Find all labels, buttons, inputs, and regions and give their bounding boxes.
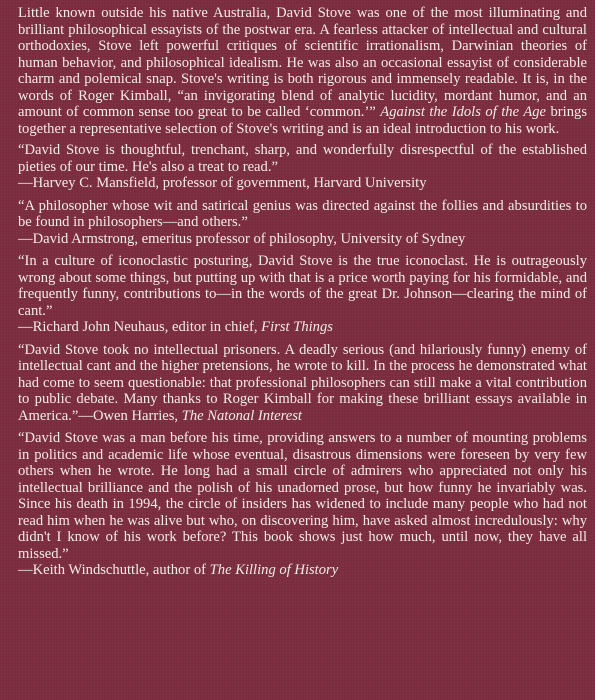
quote-attribution xyxy=(18,319,587,336)
attribution-publication: The Natonal Interest xyxy=(181,407,302,424)
quote-text xyxy=(18,342,587,425)
quote-text: “David Stove is thoughtful, trenchant, sharp, and wonderfully disrespectful of the established pieties of our time. He's also a treat to read.” xyxy=(18,142,587,175)
attribution-text: —Richard John Neuhaus, editor in chief, xyxy=(18,319,262,335)
intro-text-part2: brings together a representative selection of Stove's writing and is an ideal introduction to his work. xyxy=(18,104,587,137)
quote-armstrong xyxy=(18,198,587,248)
quote-harries xyxy=(18,342,587,425)
book-title: Against the Idols of the Age xyxy=(380,104,547,120)
intro-text-part1: Little known outside his native Australia, David Stove was one of the most illuminating and brilliant philosophical essayists of the postwar era. A fearless attacker of intellectual and cultural orthodoxies, Stove left powerful critiques of scientific irrationalism, Darwinian theories of human behavior, and philosophical idealism. He was also an occasional essayist of considerable charm and polemical snap. Stove's writing is both rigorous and immensely readable. It is, in the words of Roger Kimball, “an invigorating blend of analytic lucidity, mordant humor, and an amount of common sense too great to be called ‘common.’” xyxy=(18,5,587,120)
attribution-text: —David Armstrong, emeritus professor of philosophy, University of Sydney xyxy=(18,230,466,247)
quote-text: “A philosopher whose wit and satirical genius was directed against the follies and absurdities to be found in philosophers—and others.” xyxy=(18,197,587,230)
quote-body: “David Stove took no intellectual prisoners. A deadly serious (and hilariously funny) enemy of intellectual cant and the higher pretensions, he wrote to kill. In the process he demonstrated what had come to seem questionable: that professional philosophers can still make a vital contribution to public debate. Many thanks to Roger Kimball for making these brilliant essays available in America.”—Owen Harries, xyxy=(18,341,587,424)
quote-neuhaus xyxy=(18,253,587,336)
quote-windschuttle xyxy=(18,430,587,579)
attribution-text: —Keith Windschuttle, author of xyxy=(18,562,210,578)
quote-text: “In a culture of iconoclastic posturing, David Stove is the true iconoclast. He is outrageously wrong about some things, but putting up with that is a price worth paying for his formidable, and frequently funny, contributions to—in the words of the great Dr. Johnson—clearing the mind of cant.” xyxy=(18,253,587,319)
quote-mansfield xyxy=(18,142,587,192)
quote-text: “David Stove was a man before his time, providing answers to a number of mounting problems in politics and academic life whose eventual, disastrous dimensions were foreseen by very few others when he wrote. He long had a small circle of admirers who appreciated not only his intellectual brilliance and the polish of his unadorned prose, but how funny he invariably was. Since his death in 1994, the circle of insiders has widened to include many people who had not read him when he was alive but who, on discovering him, have asked almost incredulously: why didn't I know of his work before? This book shows just how much, until now, they have all missed.” xyxy=(18,430,587,562)
attribution-book-title: The Killing of History xyxy=(209,562,339,578)
attribution-text: —Harvey C. Mansfield, professor of government, Harvard University xyxy=(18,175,427,191)
quote-attribution xyxy=(18,175,587,192)
intro-paragraph xyxy=(18,5,587,137)
attribution-publication: First Things xyxy=(261,319,333,335)
quote-attribution xyxy=(18,562,587,579)
quote-attribution xyxy=(18,231,587,248)
